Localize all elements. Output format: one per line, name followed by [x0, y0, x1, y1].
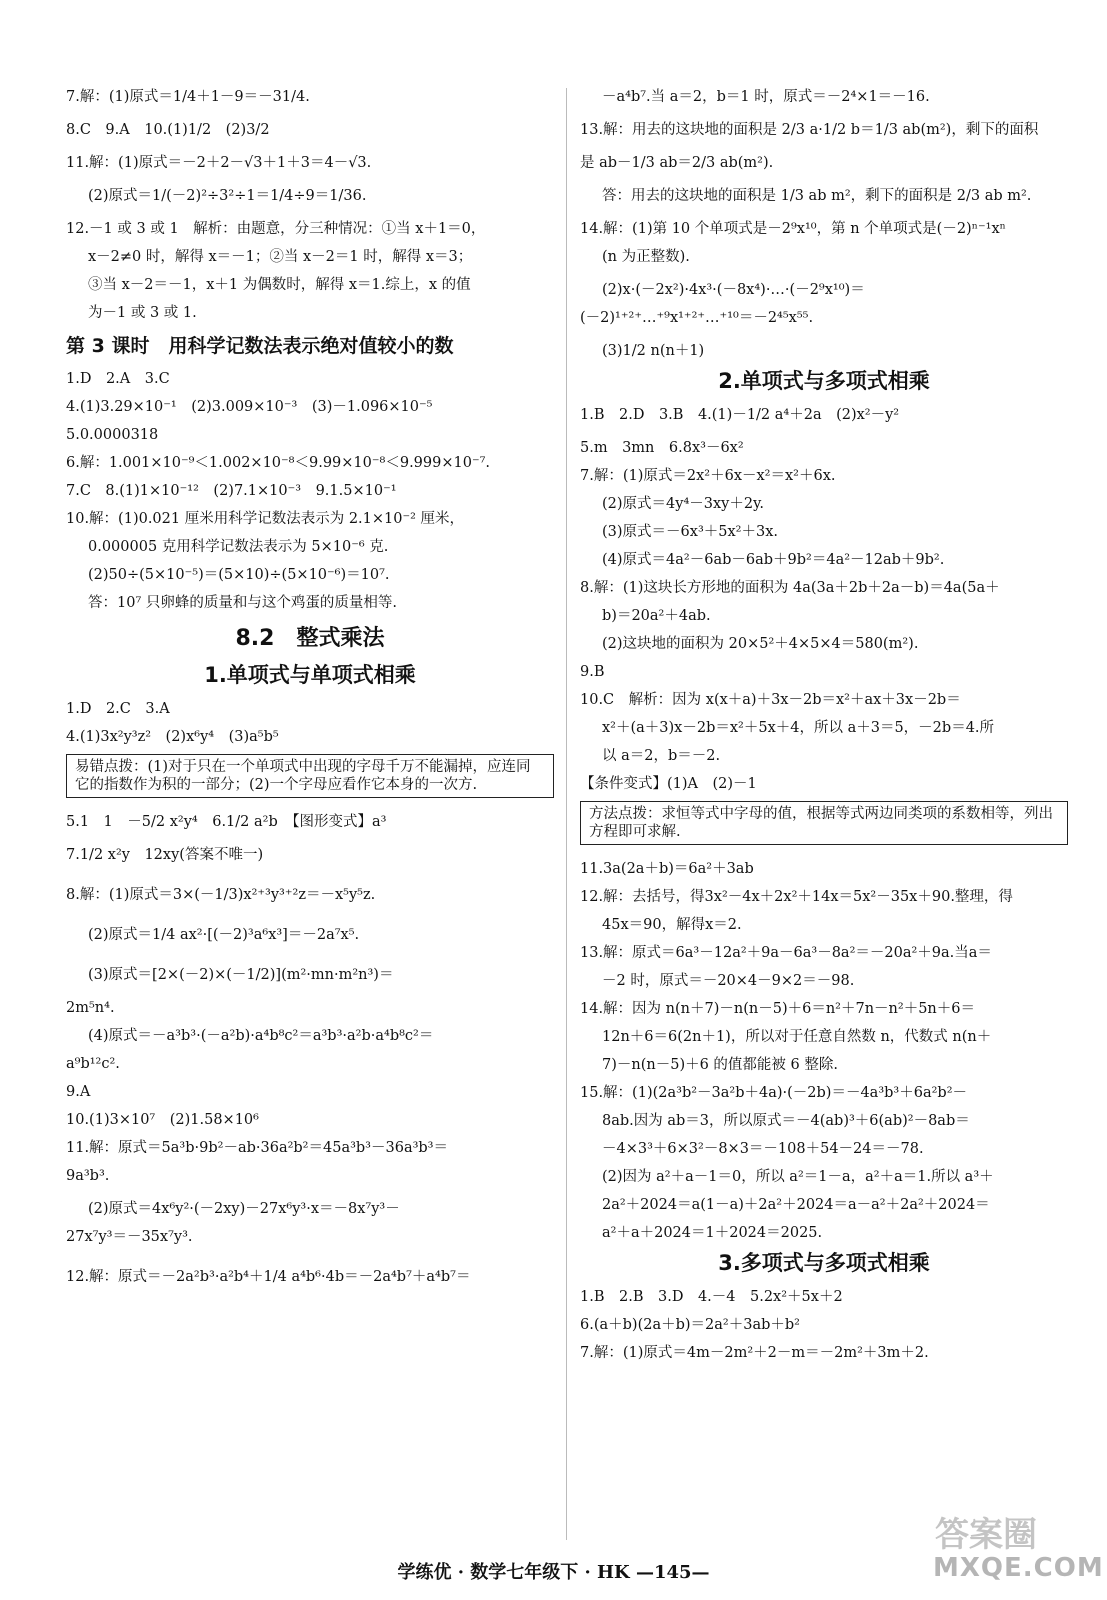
- answer-line: 0.000005 克用科学记数法表示为 5×10⁻⁶ 克.: [88, 539, 389, 555]
- answer-line: 5.1 1 －5/2 x²y⁴ 6.1/2 a²b 【图形变式】a³: [66, 814, 387, 830]
- subsection-title: 1.单项式与单项式相乘: [204, 663, 416, 687]
- tip-box: [580, 801, 1068, 845]
- subsection-title: 3.多项式与多项式相乘: [718, 1251, 930, 1275]
- answer-line: 8.C 9.A 10.(1)1/2 (2)3/2: [66, 122, 270, 138]
- answer-line: 13.解：用去的这块地的面积是 2/3 a·1/2 b＝1/3 ab(m²)，剩下的面积: [580, 122, 1039, 138]
- answer-line: 14.解：因为 n(n＋7)－n(n－5)＋6＝n²＋7n－n²＋5n＋6＝: [580, 1001, 975, 1017]
- answer-line: 12.解：原式＝－2a²b³·a²b⁴＋1/4 a⁴b⁶·4b＝－2a⁴b⁷＋a⁴b⁷＝: [66, 1269, 471, 1285]
- answer-line: b)＝20a²＋4ab.: [602, 608, 711, 624]
- answer-line: 11.解：原式＝5a³b·9b²－ab·36a²b²＝45a³b³－36a³b³＝: [66, 1140, 448, 1156]
- answer-line: 1.D 2.C 3.A: [66, 701, 170, 717]
- answer-line: 6.(a＋b)(2a＋b)＝2a²＋3ab＋b²: [580, 1317, 800, 1333]
- answer-line: 2a²＋2024＝a(1－a)＋2a²＋2024＝a－a²＋2a²＋2024＝: [602, 1197, 990, 1213]
- answer-line: 13.解：原式＝6a³－12a²＋9a－6a³－8a²＝－20a²＋9a.当a＝: [580, 945, 992, 961]
- answer-line: 1.B 2.B 3.D 4.－4 5.2x²＋5x＋2: [580, 1289, 843, 1305]
- column-divider: [566, 88, 567, 1540]
- answer-line: 1.D 2.A 3.C: [66, 371, 170, 387]
- tip-text: 方法点拨：求恒等式中字母的值，根据等式两边同类项的系数相等，列出方程即可求解.: [589, 806, 1053, 840]
- answer-line: 11.解：(1)原式＝－2＋2－√3＋1＋3＝4－√3.: [66, 155, 372, 171]
- answer-line: 12.－1 或 3 或 1 解析：由题意，分三种情况：①当 x＋1＝0，: [66, 221, 486, 237]
- answer-line: 7.解：(1)原式＝4m－2m²＋2－m＝－2m²＋3m＋2.: [580, 1345, 929, 1361]
- answer-line: 7)－n(n－5)＋6 的值都能被 6 整除.: [602, 1057, 838, 1073]
- answer-line: －4×3³＋6×3²－8×3＝－108＋54－24＝－78.: [602, 1141, 924, 1157]
- answer-line: (2)原式＝4x⁶y²·(－2xy)－27x⁶y³·x＝－8x⁷y³－: [88, 1201, 400, 1217]
- answer-line: 45x＝90，解得x＝2.: [602, 917, 742, 933]
- answer-line: 8.解：(1)原式＝3×(－1/3)x²⁺³y³⁺²z＝－x⁵y⁵z.: [66, 887, 376, 903]
- answer-line: 5.0.0000318: [66, 427, 159, 443]
- answer-line: 9.A: [66, 1084, 91, 1100]
- answer-line: 12.解：去括号，得3x²－4x＋2x²＋14x＝5x²－35x＋90.整理，得: [580, 889, 1013, 905]
- right-column: [580, 88, 1068, 1362]
- answer-line: 以 a＝2，b＝－2.: [602, 748, 721, 764]
- answer-line: 答：10⁷ 只卵蜂的质量和与这个鸡蛋的质量相等.: [88, 595, 397, 611]
- answer-line: 12n＋6＝6(2n＋1)，所以对于任意自然数 n，代数式 n(n＋: [602, 1029, 992, 1045]
- answer-line: 15.解：(1)(2a³b²－3a²b＋4a)·(－2b)＝－4a³b³＋6a²b²－: [580, 1085, 968, 1101]
- answer-line: (2)原式＝4y⁴－3xy＋2y.: [602, 496, 764, 512]
- answer-line: 7.解：(1)原式＝1/4＋1－9＝－31/4.: [66, 89, 310, 105]
- answer-line: 答：用去的这块地的面积是 1/3 ab m²，剩下的面积是 2/3 ab m².: [602, 188, 1032, 204]
- answer-line: 2m⁵n⁴.: [66, 1000, 115, 1016]
- answer-line: 8ab.因为 ab＝3，所以原式＝－4(ab)³＋6(ab)²－8ab＝: [602, 1113, 970, 1129]
- answer-line: －2 时，原式＝－20×4－9×2＝－98.: [602, 973, 855, 989]
- answer-line: 1.B 2.D 3.B 4.(1)－1/2 a⁴＋2a (2)x²－y²: [580, 407, 900, 423]
- answer-line: －a⁴b⁷.当 a＝2，b＝1 时，原式＝－2⁴×1＝－16.: [602, 89, 930, 105]
- answer-line: x－2≠0 时，解得 x＝－1；②当 x－2＝1 时，解得 x＝3；: [88, 249, 473, 265]
- answer-line: 【条件变式】(1)A (2)－1: [580, 776, 757, 792]
- answer-line: (4)原式＝4a²－6ab－6ab＋9b²＝4a²－12ab＋9b².: [602, 552, 945, 568]
- answer-line: (2)50÷(5×10⁻⁵)＝(5×10)÷(5×10⁻⁶)＝10⁷.: [88, 567, 390, 583]
- page-footer: 学练优 · 数学七年级下 · HK —145—: [397, 1562, 710, 1583]
- answer-line: 8.解：(1)这块长方形地的面积为 4a(3a＋2b＋2a－b)＝4a(5a＋: [580, 580, 1000, 596]
- answer-line: 9a³b³.: [66, 1168, 110, 1184]
- watermark-logo: [925, 1505, 1104, 1587]
- answer-line: (－2)¹⁺²⁺…⁺⁹x¹⁺²⁺…⁺¹⁰＝－2⁴⁵x⁵⁵.: [580, 310, 814, 326]
- answer-line: 5.m 3mn 6.8x³－6x²: [580, 440, 744, 456]
- answer-line: (2)原式＝1/(－2)²÷3²÷1＝1/4÷9＝1/36.: [88, 188, 367, 204]
- lesson-title: 第 3 课时 用科学记数法表示绝对值较小的数: [66, 335, 454, 357]
- answer-line: 14.解：(1)第 10 个单项式是－2⁹x¹⁰，第 n 个单项式是(－2)ⁿ⁻¹xⁿ: [580, 221, 1006, 237]
- answer-line: 27x⁷y³＝－35x⁷y³.: [66, 1229, 193, 1245]
- answer-line: x²＋(a＋3)x－2b＝x²＋5x＋4，所以 a＋3＝5，－2b＝4.所: [602, 720, 995, 736]
- tip-box: [66, 754, 554, 798]
- answer-line: 10.C 解析：因为 x(x＋a)＋3x－2b＝x²＋ax＋3x－2b＝: [580, 692, 961, 708]
- answer-line: a⁹b¹²c².: [66, 1056, 120, 1072]
- answer-line: (2)原式＝1/4 ax²·[(－2)³a⁶x³]＝－2a⁷x⁵.: [88, 927, 360, 943]
- answer-line: 11.3a(2a＋b)＝6a²＋3ab: [580, 861, 754, 877]
- answer-line: (3)1/2 n(n＋1): [602, 343, 705, 359]
- answer-line: 为－1 或 3 或 1.: [88, 305, 197, 321]
- answer-line: (2)x·(－2x²)·4x³·(－8x⁴)·…·(－2⁹x¹⁰)＝: [602, 282, 865, 298]
- answer-line: 4.(1)3.29×10⁻¹ (2)3.009×10⁻³ (3)－1.096×10⁻⁵: [66, 399, 433, 415]
- answer-line: (n 为正整数).: [602, 249, 690, 265]
- subsection-title: 2.单项式与多项式相乘: [718, 369, 930, 393]
- answer-line: 7.C 8.(1)1×10⁻¹² (2)7.1×10⁻³ 9.1.5×10⁻¹: [66, 483, 397, 499]
- answer-line: 7.1/2 x²y 12xy(答案不唯一): [66, 847, 264, 863]
- answer-line: ③当 x－2＝－1，x＋1 为偶数时，解得 x＝1.综上，x 的值: [88, 277, 471, 293]
- watermark-icon: 答案圈: [935, 1515, 1037, 1555]
- answer-line: a²＋a＋2024＝1＋2024＝2025.: [602, 1225, 823, 1241]
- answer-line: 10.解：(1)0.021 厘米用科学记数法表示为 2.1×10⁻² 厘米，: [66, 511, 465, 527]
- answer-line: (3)原式＝－6x³＋5x²＋3x.: [602, 524, 778, 540]
- answer-line: 4.(1)3x²y³z² (2)x⁶y⁴ (3)a⁵b⁵: [66, 729, 279, 745]
- left-column: [66, 88, 554, 1286]
- answer-line: 6.解：1.001×10⁻⁹＜1.002×10⁻⁸＜9.99×10⁻⁸＜9.999×10⁻⁷.: [66, 455, 491, 471]
- answer-line: 10.(1)3×10⁷ (2)1.58×10⁶: [66, 1112, 259, 1128]
- section-title: 8.2 整式乘法: [235, 626, 385, 651]
- watermark-text: MXQE.COM: [933, 1553, 1104, 1583]
- answer-line: (3)原式＝[2×(－2)×(－1/2)](m²·mn·m²n³)＝: [88, 967, 394, 983]
- tip-text: 易错点拨：(1)对于只在一个单项式中出现的字母千万不能漏掉，应连同它的指数作为积的一部分；(2)一个字母应看作它本身的一次方.: [75, 759, 531, 793]
- answer-line: (4)原式＝－a³b³·(－a²b)·a⁴b⁸c²＝a³b³·a²b·a⁴b⁸c²＝: [88, 1028, 434, 1044]
- answer-line: (2)因为 a²＋a－1＝0，所以 a²＝1－a，a²＋a＝1.所以 a³＋: [602, 1169, 994, 1185]
- answer-line: 是 ab－1/3 ab＝2/3 ab(m²).: [580, 155, 774, 171]
- answer-line: (2)这块地的面积为 20×5²＋4×5×4＝580(m²).: [602, 636, 919, 652]
- answer-line: 9.B: [580, 664, 605, 680]
- answer-line: 7.解：(1)原式＝2x²＋6x－x²＝x²＋6x.: [580, 468, 836, 484]
